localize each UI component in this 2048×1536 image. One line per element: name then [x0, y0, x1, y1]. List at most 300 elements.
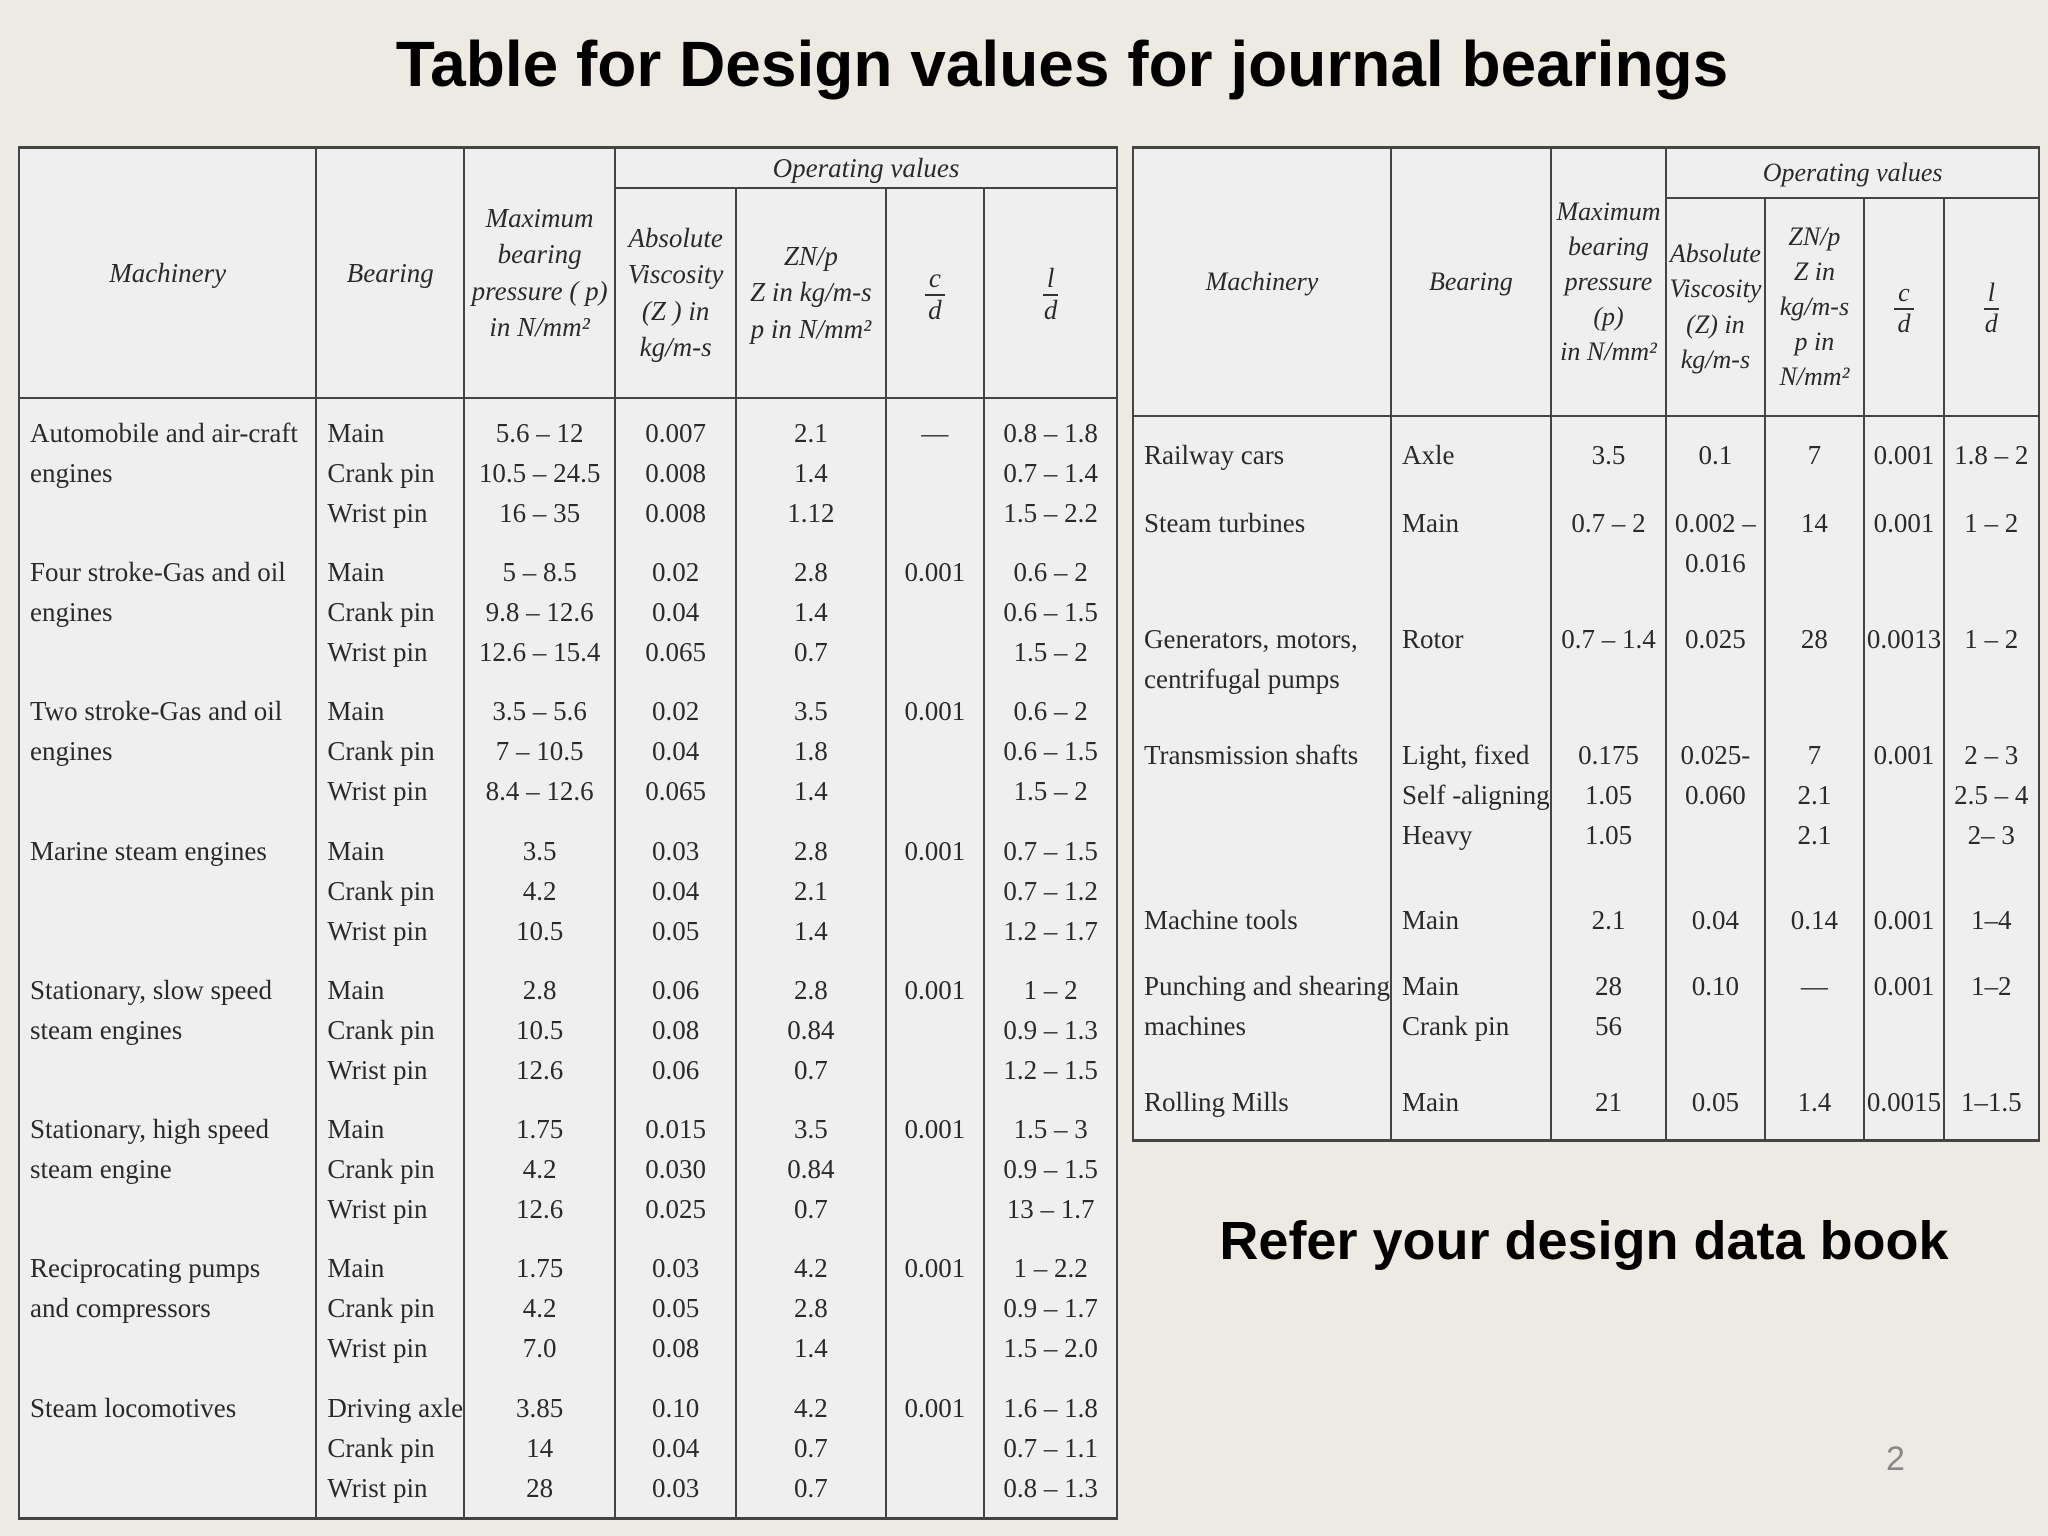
bearing-cell: [1391, 493, 1551, 609]
cell-line: Main: [1401, 971, 1459, 1002]
cell-line: 1.4: [794, 915, 828, 946]
cell-line: 0.001: [904, 1392, 966, 1423]
table-row: [1133, 416, 2039, 494]
cell-line: 7.0: [522, 1333, 557, 1364]
header-viscosity: Absolute Viscosity (Z ) in kg/m-s: [615, 188, 736, 398]
cell-line: Generators, motors,: [1144, 623, 1358, 654]
machinery-cell: [19, 960, 316, 1099]
cell-line: 14: [526, 1432, 554, 1463]
cell-line: 0.001: [904, 696, 966, 727]
max-pressure-cell: [464, 681, 615, 820]
l-over-d-cell: [984, 1238, 1117, 1377]
l-over-d-cell: [1944, 416, 2039, 494]
cell-line: Main: [1401, 904, 1459, 935]
cell-line: 2.8: [794, 1293, 828, 1324]
cell-line: 0.001: [1873, 508, 1935, 539]
cell-line: Crank pin: [327, 1014, 435, 1045]
cell-line: 2.8: [794, 835, 828, 866]
cell-line: 0.065: [645, 636, 707, 667]
cell-line: 14: [1800, 508, 1828, 539]
viscosity-cell: [615, 821, 736, 960]
cell-line: 0.7 – 2: [1571, 508, 1646, 539]
cell-line: 0.8 – 1.3: [1003, 1472, 1098, 1503]
cell-line: 2.1: [1591, 904, 1626, 935]
cell-line: 0.04: [652, 875, 700, 906]
cell-line: Main: [327, 835, 385, 866]
viscosity-cell: [615, 681, 736, 820]
cell-line: 4.2: [522, 1154, 557, 1185]
c-over-d-cell: [1864, 609, 1943, 725]
cell-line: 0.05: [652, 1293, 700, 1324]
cell-line: Reciprocating pumps: [30, 1253, 261, 1284]
cell-line: 0.03: [652, 835, 700, 866]
table-row: [1133, 1072, 2039, 1140]
c-over-d-cell: [886, 398, 985, 542]
cell-line: 0.04: [652, 1432, 700, 1463]
cell-line: 0.05: [652, 915, 700, 946]
viscosity-cell: [615, 398, 736, 542]
viscosity-cell: [1666, 416, 1764, 494]
cell-line: 21: [1594, 1087, 1622, 1118]
max-pressure-cell: [464, 1238, 615, 1377]
cell-line: 0.065: [645, 776, 707, 807]
cell-line: Light, fixed: [1401, 739, 1530, 770]
viscosity-cell: [615, 960, 736, 1099]
cell-line: 8.4 – 12.6: [485, 776, 594, 807]
cell-line: 1.2 – 1.7: [1003, 915, 1098, 946]
cell-line: Wrist pin: [327, 1054, 428, 1085]
cell-line: 0.7 – 1.5: [1003, 835, 1098, 866]
max-pressure-cell: [1551, 493, 1667, 609]
table-row: [1133, 725, 2039, 890]
cell-line: 0.03: [652, 1253, 700, 1284]
cell-line: 5 – 8.5: [502, 556, 577, 587]
znp-cell: [736, 1238, 885, 1377]
l-over-d-cell: [984, 681, 1117, 820]
viscosity-cell: [1666, 493, 1764, 609]
max-pressure-cell: [1551, 416, 1667, 494]
header-bearing: Bearing: [1391, 148, 1551, 416]
cell-line: 0.04: [652, 736, 700, 767]
cell-line: 0.001: [1873, 971, 1935, 1002]
cell-line: 0.7 – 1.4: [1561, 623, 1656, 654]
cell-line: 3.5 – 5.6: [492, 696, 587, 727]
cell-line: Wrist pin: [327, 497, 428, 528]
header-operating-values: Operating values: [1666, 148, 2039, 198]
refer-design-data-book-note: Refer your design data book: [1219, 1211, 1949, 1271]
cell-line: 2.8: [522, 974, 557, 1005]
cell-line: 4.2: [522, 875, 557, 906]
table-row: [1133, 956, 2039, 1072]
bearing-cell: [316, 398, 464, 542]
cell-line: 0.14: [1790, 904, 1839, 935]
cell-line: 1.4: [794, 1333, 828, 1364]
cell-line: 12.6: [515, 1054, 564, 1085]
c-over-d-cell: [886, 1378, 985, 1519]
cell-line: 0.001: [904, 1253, 966, 1284]
viscosity-cell: [1666, 890, 1764, 957]
c-over-d-cell: [1864, 416, 1943, 494]
c-over-d-cell: [886, 542, 985, 681]
cell-line: 1.12: [787, 497, 835, 528]
cell-line: 0.1: [1698, 439, 1733, 470]
bearing-design-table-right: [1132, 146, 2040, 1142]
cell-line: Wrist pin: [327, 1472, 428, 1503]
cell-line: 0.0015: [1866, 1087, 1942, 1118]
cell-line: 1.6 – 1.8: [1003, 1392, 1098, 1423]
header-machinery: Machinery: [19, 148, 316, 398]
cell-line: 0.025-: [1680, 739, 1751, 770]
cell-line: 1 – 2.2: [1013, 1253, 1088, 1284]
cell-line: engines: [30, 596, 113, 627]
cell-line: 2.5 – 4: [1954, 779, 2029, 810]
cell-line: Rotor: [1401, 623, 1464, 654]
cell-line: 0.030: [645, 1154, 707, 1185]
l-over-d-cell: [984, 960, 1117, 1099]
l-over-d-cell: [1944, 1072, 2039, 1140]
left-table-container: [18, 146, 1118, 1520]
cell-line: steam engine: [30, 1154, 172, 1185]
cell-line: Driving axle: [327, 1392, 464, 1423]
cell-line: 1–2: [1971, 971, 2012, 1002]
cell-line: 0.008: [645, 497, 707, 528]
cell-line: Main: [1401, 508, 1459, 539]
viscosity-cell: [1666, 1072, 1764, 1140]
znp-cell: [1765, 493, 1865, 609]
bearing-cell: [1391, 609, 1551, 725]
cell-line: Main: [327, 696, 385, 727]
table-row: [19, 681, 1117, 820]
table-row: [19, 821, 1117, 960]
znp-cell: [1765, 1072, 1865, 1140]
cell-line: Wrist pin: [327, 915, 428, 946]
cell-line: Heavy: [1401, 819, 1473, 850]
cell-line: —: [1800, 971, 1828, 1002]
cell-line: Crank pin: [327, 1154, 435, 1185]
cell-line: 1–1.5: [1960, 1087, 2022, 1118]
znp-cell: [736, 1099, 885, 1238]
znp-cell: [1765, 609, 1865, 725]
cell-line: Railway cars: [1144, 439, 1285, 470]
cell-line: 12.6 – 15.4: [478, 636, 601, 667]
cell-line: 0.016: [1685, 548, 1746, 579]
c-over-d-cell: [886, 1099, 985, 1238]
l-over-d-cell: [1944, 956, 2039, 1072]
cell-line: 0.7 – 1.2: [1003, 875, 1098, 906]
cell-line: 0.025: [645, 1194, 707, 1225]
cell-line: Main: [327, 417, 385, 448]
cell-line: 1.2 – 1.5: [1003, 1054, 1098, 1085]
cell-line: 0.02: [652, 696, 700, 727]
cell-line: 0.05: [1691, 1087, 1740, 1118]
znp-cell: [736, 960, 885, 1099]
cell-line: 9.8 – 12.6: [485, 596, 594, 627]
cell-line: 0.06: [652, 1054, 700, 1085]
cell-line: Wrist pin: [327, 1333, 428, 1364]
l-over-d-cell: [984, 1099, 1117, 1238]
cell-line: Wrist pin: [327, 1194, 428, 1225]
header-max-pressure: Maximum bearing pressure ( p) in N/mm²: [464, 148, 615, 398]
cell-line: machines: [1144, 1011, 1246, 1042]
cell-line: 1.05: [1584, 819, 1633, 850]
cell-line: 0.6 – 1.5: [1003, 596, 1098, 627]
table-row: [19, 542, 1117, 681]
znp-cell: [736, 542, 885, 681]
page-number: 2: [1886, 1440, 1905, 1478]
cell-line: Stationary, slow speed: [30, 974, 272, 1005]
l-over-d-cell: [1944, 493, 2039, 609]
cell-line: Marine steam engines: [30, 835, 267, 866]
table-row: [19, 1378, 1117, 1519]
cell-line: engines: [30, 457, 113, 488]
cell-line: steam engines: [30, 1014, 183, 1045]
cell-line: Main: [1401, 1087, 1459, 1118]
cell-line: 10.5 – 24.5: [478, 457, 601, 488]
cell-line: 3.5: [522, 835, 557, 866]
header-l-over-d: $\frac{l}{d}$: [1944, 198, 2039, 416]
header-znp: ZN/p Z in kg/m-s p in N/mm²: [736, 188, 885, 398]
cell-line: Four stroke-Gas and oil: [30, 556, 286, 587]
bearing-design-table-left: [18, 146, 1118, 1520]
cell-line: 2.1: [1797, 819, 1832, 850]
cell-line: 0.0013: [1866, 623, 1942, 654]
cell-line: 0.8 – 1.8: [1003, 417, 1098, 448]
cell-line: 0.7: [794, 1432, 828, 1463]
table-row: [19, 398, 1117, 542]
header-c-over-d: $\frac{c}{d}$: [886, 188, 985, 398]
cell-line: Main: [327, 1253, 385, 1284]
cell-line: 10.5: [515, 1014, 564, 1045]
cell-line: 4.2: [794, 1392, 828, 1423]
l-over-d-cell: [984, 1378, 1117, 1519]
l-over-d-cell: [984, 542, 1117, 681]
cell-line: 1.75: [515, 1114, 564, 1145]
cell-line: 1.4: [794, 776, 828, 807]
cell-line: 0.9 – 1.3: [1003, 1014, 1098, 1045]
cell-line: 0.001: [904, 1114, 966, 1145]
max-pressure-cell: [1551, 725, 1667, 890]
cell-line: 28: [1594, 971, 1622, 1002]
machinery-cell: [19, 398, 316, 542]
cell-line: Steam turbines: [1144, 508, 1306, 539]
max-pressure-cell: [464, 960, 615, 1099]
znp-cell: [736, 398, 885, 542]
machinery-cell: [1133, 890, 1391, 957]
cell-line: Crank pin: [327, 596, 435, 627]
cell-line: Transmission shafts: [1144, 739, 1359, 770]
znp-cell: [736, 1378, 885, 1519]
cell-line: 1.4: [794, 457, 828, 488]
c-over-d-cell: [886, 960, 985, 1099]
cell-line: 0.9 – 1.5: [1003, 1154, 1098, 1185]
cell-line: Crank pin: [327, 1432, 435, 1463]
table-row: [19, 960, 1117, 1099]
cell-line: 2 – 3: [1964, 739, 2019, 770]
cell-line: 1 – 2: [1964, 623, 2019, 654]
cell-line: 56: [1594, 1011, 1622, 1042]
cell-line: 0.7: [794, 1472, 828, 1503]
cell-line: 12.6: [515, 1194, 564, 1225]
cell-line: 0.001: [904, 974, 966, 1005]
cell-line: 1.5 – 2.0: [1003, 1333, 1098, 1364]
cell-line: 1.5 – 2: [1013, 776, 1088, 807]
cell-line: 2.1: [794, 417, 828, 448]
cell-line: 1–4: [1971, 904, 2012, 935]
cell-line: 28: [526, 1472, 554, 1503]
cell-line: 1.5 – 2.2: [1003, 497, 1098, 528]
c-over-d-cell: [1864, 956, 1943, 1072]
cell-line: 3.5: [794, 1114, 828, 1145]
cell-line: 2– 3: [1967, 819, 2015, 850]
cell-line: —: [921, 417, 949, 448]
bearing-cell: [1391, 416, 1551, 494]
cell-line: 7: [1807, 739, 1822, 770]
cell-line: and compressors: [30, 1293, 211, 1324]
cell-line: 1.75: [515, 1253, 564, 1284]
bearing-cell: [316, 1238, 464, 1377]
cell-line: 0.001: [904, 835, 966, 866]
cell-line: 1 – 2: [1023, 974, 1078, 1005]
cell-line: 2.1: [794, 875, 828, 906]
cell-line: 13 – 1.7: [1006, 1194, 1095, 1225]
cell-line: Crank pin: [1401, 1011, 1510, 1042]
cell-line: Crank pin: [327, 457, 435, 488]
cell-line: 2.8: [794, 556, 828, 587]
cell-line: Two stroke-Gas and oil: [30, 696, 283, 727]
znp-cell: [1765, 956, 1865, 1072]
cell-line: 1.4: [794, 596, 828, 627]
znp-cell: [1765, 725, 1865, 890]
max-pressure-cell: [464, 821, 615, 960]
cell-line: 1.4: [1797, 1087, 1832, 1118]
bearing-cell: [1391, 956, 1551, 1072]
l-over-d-cell: [1944, 725, 2039, 890]
cell-line: 5.6 – 12: [495, 417, 584, 448]
viscosity-cell: [615, 1378, 736, 1519]
cell-line: 28: [1800, 623, 1828, 654]
cell-line: Rolling Mills: [1144, 1087, 1289, 1118]
cell-line: Machine tools: [1144, 904, 1298, 935]
cell-line: 0.10: [1691, 971, 1740, 1002]
cell-line: 1 – 2: [1964, 508, 2019, 539]
machinery-cell: [1133, 493, 1391, 609]
cell-line: 0.7: [794, 1194, 828, 1225]
max-pressure-cell: [1551, 609, 1667, 725]
bearing-cell: [316, 681, 464, 820]
cell-line: Main: [327, 556, 385, 587]
viscosity-cell: [1666, 725, 1764, 890]
cell-line: 0.7 – 1.4: [1003, 457, 1098, 488]
cell-line: 0.015: [645, 1114, 707, 1145]
cell-line: 0.6 – 1.5: [1003, 736, 1098, 767]
cell-line: 0.025: [1685, 623, 1746, 654]
cell-line: 7 – 10.5: [495, 736, 584, 767]
header-bearing: Bearing: [316, 148, 464, 398]
machinery-cell: [19, 821, 316, 960]
header-znp: ZN/p Z in kg/m-s p in N/mm²: [1765, 198, 1865, 416]
viscosity-cell: [615, 1238, 736, 1377]
cell-line: Main: [327, 974, 385, 1005]
table-row: [19, 1238, 1117, 1377]
cell-line: 0.04: [652, 596, 700, 627]
cell-line: 1.8 – 2: [1954, 439, 2029, 470]
machinery-cell: [19, 1378, 316, 1519]
machinery-cell: [1133, 725, 1391, 890]
viscosity-cell: [1666, 609, 1764, 725]
header-l-over-d: $\frac{l}{d}$: [984, 188, 1117, 398]
cell-line: Automobile and air-craft: [30, 417, 298, 448]
cell-line: 0.08: [652, 1333, 700, 1364]
l-over-d-cell: [1944, 609, 2039, 725]
bearing-cell: [316, 821, 464, 960]
l-over-d-cell: [984, 398, 1117, 542]
table-row: [1133, 890, 2039, 957]
cell-line: 0.007: [645, 417, 707, 448]
slide-title: Table for Design values for journal bearings: [395, 28, 1729, 100]
header-operating-values: Operating values: [615, 148, 1117, 188]
cell-line: 0.10: [652, 1392, 700, 1423]
l-over-d-cell: [1944, 890, 2039, 957]
cell-line: Crank pin: [327, 1293, 435, 1324]
cell-line: Punching and shearing: [1144, 971, 1390, 1002]
znp-cell: [1765, 890, 1865, 957]
cell-line: 0.008: [645, 457, 707, 488]
cell-line: 1.5 – 3: [1013, 1114, 1088, 1145]
cell-line: 0.002 –: [1674, 508, 1756, 539]
cell-line: Stationary, high speed: [30, 1114, 269, 1145]
table-row: [19, 1099, 1117, 1238]
viscosity-cell: [615, 1099, 736, 1238]
max-pressure-cell: [1551, 956, 1667, 1072]
max-pressure-cell: [1551, 890, 1667, 957]
cell-line: 0.6 – 2: [1013, 696, 1088, 727]
cell-line: 0.08: [652, 1014, 700, 1045]
cell-line: 4.2: [794, 1253, 828, 1284]
cell-line: 0.175: [1578, 739, 1639, 770]
cell-line: 0.9 – 1.7: [1003, 1293, 1098, 1324]
machinery-cell: [19, 681, 316, 820]
machinery-cell: [19, 542, 316, 681]
cell-line: 0.06: [652, 974, 700, 1005]
cell-line: 10.5: [515, 915, 564, 946]
cell-line: 0.84: [787, 1154, 835, 1185]
max-pressure-cell: [464, 398, 615, 542]
cell-line: 0.84: [787, 1014, 835, 1045]
znp-cell: [1765, 416, 1865, 494]
cell-line: 4.2: [522, 1293, 557, 1324]
header-max-pressure: Maximum bearing pressure (p) in N/mm²: [1551, 148, 1667, 416]
cell-line: 2.1: [1797, 779, 1832, 810]
znp-cell: [736, 821, 885, 960]
header-machinery: Machinery: [1133, 148, 1391, 416]
bearing-cell: [316, 1378, 464, 1519]
cell-line: 2.8: [794, 974, 828, 1005]
cell-line: 1.05: [1584, 779, 1633, 810]
cell-line: Steam locomotives: [30, 1392, 237, 1423]
cell-line: 0.7: [794, 636, 828, 667]
cell-line: 0.060: [1685, 779, 1746, 810]
c-over-d-cell: [886, 821, 985, 960]
bearing-cell: [1391, 890, 1551, 957]
c-over-d-cell: [1864, 890, 1943, 957]
cell-line: 0.04: [1691, 904, 1740, 935]
cell-line: 0.001: [1873, 904, 1935, 935]
znp-cell: [736, 681, 885, 820]
c-over-d-cell: [886, 1238, 985, 1377]
cell-line: 0.7 – 1.1: [1003, 1432, 1098, 1463]
header-viscosity: Absolute Viscosity (Z) in kg/m-s: [1666, 198, 1764, 416]
bearing-cell: [316, 542, 464, 681]
